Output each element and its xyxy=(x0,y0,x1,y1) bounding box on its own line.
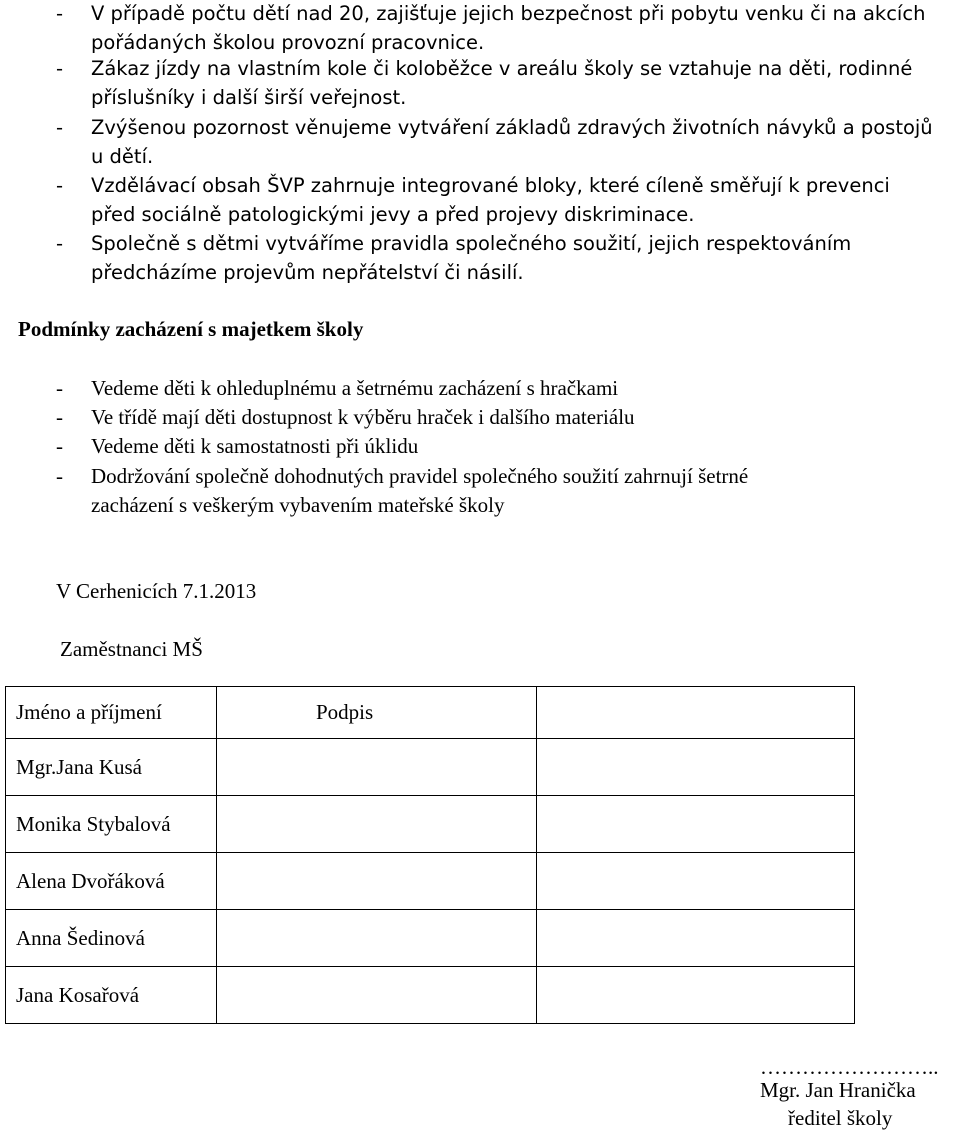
table-row xyxy=(6,910,855,967)
signature-cell xyxy=(217,739,537,796)
place-date: V Cerhenicích 7.1.2013 xyxy=(56,579,257,603)
empty-cell xyxy=(537,796,855,853)
bullet-4-line-2: před sociálně patologickými jevy a před projevy diskriminace. xyxy=(91,203,695,226)
signature-table xyxy=(5,686,855,1024)
bullet-dash: - xyxy=(56,405,63,429)
signature-dots: …………………….. xyxy=(760,1055,939,1079)
bullet-dash: - xyxy=(56,232,64,255)
bullet-2-line-1: Zákaz jízdy na vlastním kole či koloběžce v areálu školy se vztahuje na děti, rodinné xyxy=(91,57,913,80)
property-bullet-3-text: Vedeme děti k samostatnosti při úklidu xyxy=(91,434,419,458)
bullet-1-line-1: V případě počtu dětí nad 20, zajišťuje jejich bezpečnost při pobytu venku či na akcích xyxy=(91,2,926,25)
empty-cell xyxy=(537,910,855,967)
bullet-2-line-2: příslušníky i další širší veřejnost. xyxy=(91,86,407,109)
staff-name: Alena Dvořáková xyxy=(6,853,217,910)
staff-name: Anna Šedinová xyxy=(6,910,217,967)
table-row xyxy=(6,853,855,910)
director-name: Mgr. Jan Hranička xyxy=(760,1078,916,1102)
empty-cell xyxy=(537,967,855,1024)
bullet-3-line-1: Zvýšenou pozornost věnujeme vytváření základů zdravých životních návyků a postojů xyxy=(91,116,933,139)
bullet-5-line-1: Společně s dětmi vytváříme pravidla společného soužití, jejich respektováním xyxy=(91,232,852,255)
bullet-dash: - xyxy=(56,376,63,400)
table-row xyxy=(6,739,855,796)
signature-cell xyxy=(217,967,537,1024)
bullet-dash: - xyxy=(56,2,64,25)
bullet-4-line-1: Vzdělávací obsah ŠVP zahrnuje integrované bloky, které cíleně směřují k prevenci xyxy=(91,174,890,197)
staff-name: Jana Kosařová xyxy=(6,967,217,1024)
property-bullet-1-text: Vedeme děti k ohleduplnému a šetrnému zacházení s hračkami xyxy=(91,376,619,400)
bullet-1-line-2: pořádaných školou provozní pracovnice. xyxy=(91,31,485,54)
staff-label: Zaměstnanci MŠ xyxy=(60,637,203,661)
section-heading: Podmínky zacházení s majetkem školy xyxy=(18,317,364,341)
header-signature: Podpis xyxy=(217,687,537,739)
signature-cell xyxy=(217,796,537,853)
empty-cell xyxy=(537,739,855,796)
property-bullet-4-line-1: Dodržování společně dohodnutých pravidel společného soužití zahrnují šetrné xyxy=(91,464,749,488)
table-row xyxy=(6,796,855,853)
signature-cell xyxy=(217,853,537,910)
header-empty xyxy=(537,687,855,739)
bullet-dash: - xyxy=(56,116,64,139)
director-title: ředitel školy xyxy=(788,1106,893,1130)
property-bullet-4-line-2: zacházení s veškerým vybavením mateřské školy xyxy=(91,493,505,517)
empty-cell xyxy=(537,853,855,910)
staff-name: Monika Stybalová xyxy=(6,796,217,853)
bullet-dash: - xyxy=(56,174,64,197)
bullet-dash: - xyxy=(56,464,63,488)
table-row xyxy=(6,967,855,1024)
bullet-dash: - xyxy=(56,57,64,80)
bullet-3-line-2: u dětí. xyxy=(91,145,154,168)
table-header-row xyxy=(6,687,855,739)
staff-name: Mgr.Jana Kusá xyxy=(6,739,217,796)
bullet-5-line-2: předcházíme projevům nepřátelství či násilí. xyxy=(91,261,524,284)
signature-cell xyxy=(217,910,537,967)
header-name: Jméno a příjmení xyxy=(6,687,217,739)
bullet-dash: - xyxy=(56,434,63,458)
property-bullet-2-text: Ve třídě mají děti dostupnost k výběru hraček i dalšího materiálu xyxy=(91,405,635,429)
